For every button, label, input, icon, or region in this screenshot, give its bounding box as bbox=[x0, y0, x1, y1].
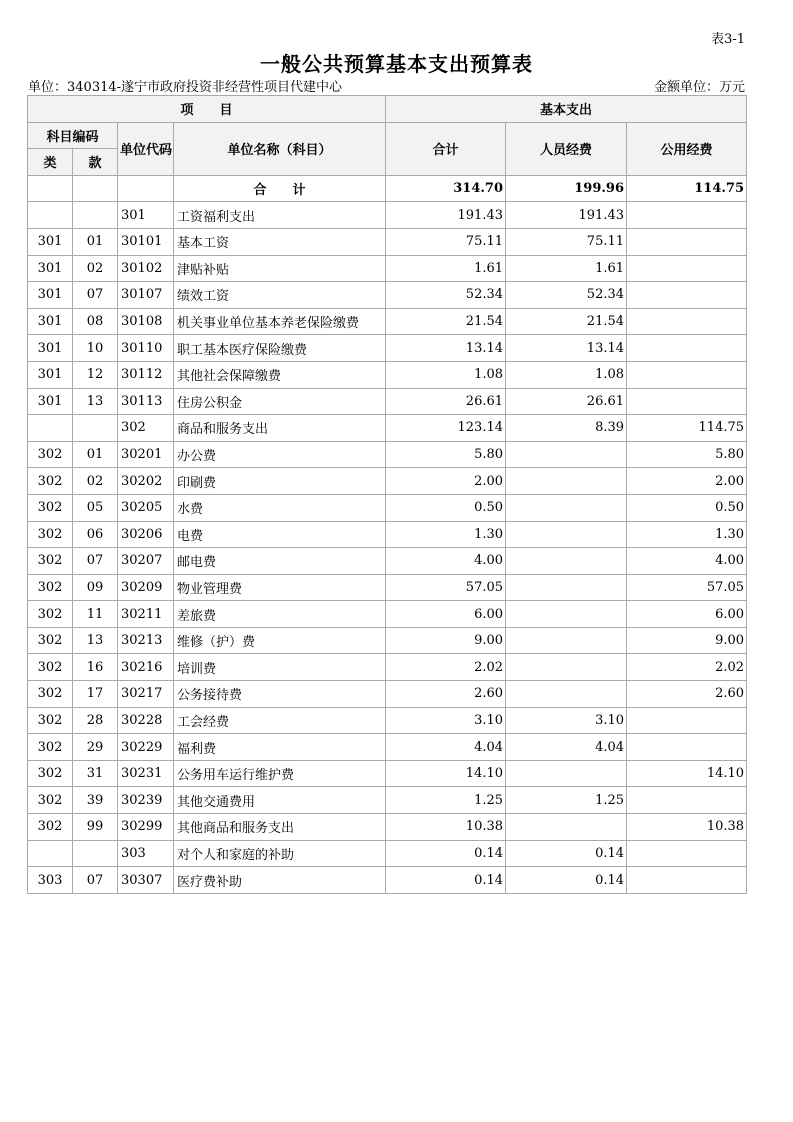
public-cell bbox=[627, 840, 747, 867]
table-row bbox=[28, 282, 747, 309]
class-cell: 302 bbox=[28, 707, 73, 734]
public-cell bbox=[627, 255, 747, 282]
personnel-cell: 0.14 bbox=[506, 840, 627, 867]
section-cell: 29 bbox=[73, 734, 118, 761]
table-row bbox=[28, 255, 747, 282]
header-total: 合计 bbox=[386, 122, 506, 175]
total-cell: 1.25 bbox=[386, 787, 506, 814]
personnel-cell bbox=[506, 441, 627, 468]
personnel-cell bbox=[506, 654, 627, 681]
class-cell: 301 bbox=[28, 228, 73, 255]
personnel-cell: 75.11 bbox=[506, 228, 627, 255]
unit-code-cell: 30228 bbox=[118, 707, 174, 734]
total-cell: 1.61 bbox=[386, 255, 506, 282]
class-cell: 302 bbox=[28, 574, 73, 601]
table-body bbox=[28, 175, 747, 893]
unit-line bbox=[28, 76, 745, 95]
table-number: 表3-1 bbox=[711, 32, 745, 47]
unit-name-cell: 培训费 bbox=[174, 654, 386, 681]
unit-name-cell: 其他交通费用 bbox=[174, 787, 386, 814]
total-cell: 14.10 bbox=[386, 760, 506, 787]
class-cell: 302 bbox=[28, 441, 73, 468]
class-cell: 302 bbox=[28, 760, 73, 787]
unit-name-cell: 医疗费补助 bbox=[174, 867, 386, 894]
unit-name-cell: 差旅费 bbox=[174, 601, 386, 628]
section-cell: 12 bbox=[73, 361, 118, 388]
class-cell: 302 bbox=[28, 627, 73, 654]
personnel-cell: 13.14 bbox=[506, 335, 627, 362]
unit-code-cell: 30216 bbox=[118, 654, 174, 681]
unit-code-cell: 30206 bbox=[118, 521, 174, 548]
header-item: 项 目 bbox=[28, 96, 386, 123]
table-row bbox=[28, 228, 747, 255]
section-cell bbox=[73, 840, 118, 867]
class-cell: 301 bbox=[28, 388, 73, 415]
total-public-cell: 114.75 bbox=[627, 175, 747, 202]
public-cell bbox=[627, 308, 747, 335]
public-cell bbox=[627, 335, 747, 362]
table-row bbox=[28, 494, 747, 521]
class-cell: 302 bbox=[28, 681, 73, 708]
personnel-cell bbox=[506, 494, 627, 521]
unit-name-cell: 维修（护）费 bbox=[174, 627, 386, 654]
unit-label: 单位：340314-遂宁市政府投资非经营性项目代建中心 bbox=[28, 80, 343, 95]
table-row bbox=[28, 361, 747, 388]
table-row bbox=[28, 308, 747, 335]
public-cell: 5.80 bbox=[627, 441, 747, 468]
table-row bbox=[28, 734, 747, 761]
public-cell bbox=[627, 361, 747, 388]
unit-name-cell: 绩效工资 bbox=[174, 282, 386, 309]
unit-code-cell: 30207 bbox=[118, 548, 174, 575]
header-unit-name: 单位名称（科目） bbox=[174, 122, 386, 175]
personnel-cell bbox=[506, 814, 627, 841]
personnel-cell bbox=[506, 521, 627, 548]
unit-name-cell: 水费 bbox=[174, 494, 386, 521]
section-cell: 02 bbox=[73, 468, 118, 495]
public-cell: 57.05 bbox=[627, 574, 747, 601]
unit-name-cell: 公务接待费 bbox=[174, 681, 386, 708]
class-cell: 301 bbox=[28, 282, 73, 309]
class-cell: 302 bbox=[28, 468, 73, 495]
class-cell: 302 bbox=[28, 548, 73, 575]
section-cell: 10 bbox=[73, 335, 118, 362]
section-cell: 11 bbox=[73, 601, 118, 628]
total-cell: 21.54 bbox=[386, 308, 506, 335]
unit-name-cell: 机关事业单位基本养老保险缴费 bbox=[174, 308, 386, 335]
total-cell: 0.14 bbox=[386, 840, 506, 867]
unit-name-cell: 其他商品和服务支出 bbox=[174, 814, 386, 841]
unit-name-cell: 工资福利支出 bbox=[174, 202, 386, 229]
section-cell: 01 bbox=[73, 441, 118, 468]
personnel-cell: 191.43 bbox=[506, 202, 627, 229]
table-row bbox=[28, 521, 747, 548]
budget-table-container bbox=[27, 95, 746, 894]
unit-code-cell: 30211 bbox=[118, 601, 174, 628]
unit-code-cell: 30107 bbox=[118, 282, 174, 309]
public-cell bbox=[627, 388, 747, 415]
unit-code-cell: 302 bbox=[118, 415, 174, 442]
section-cell: 28 bbox=[73, 707, 118, 734]
total-cell: 0.14 bbox=[386, 867, 506, 894]
unit-code-cell: 30299 bbox=[118, 814, 174, 841]
budget-table bbox=[27, 95, 747, 894]
total-cell: 57.05 bbox=[386, 574, 506, 601]
table-header bbox=[28, 96, 747, 176]
section-cell: 13 bbox=[73, 388, 118, 415]
public-cell bbox=[627, 282, 747, 309]
table-row bbox=[28, 601, 747, 628]
unit-code-cell: 301 bbox=[118, 202, 174, 229]
unit-code-cell: 30231 bbox=[118, 760, 174, 787]
public-cell: 10.38 bbox=[627, 814, 747, 841]
unit-name-cell: 福利费 bbox=[174, 734, 386, 761]
table-row bbox=[28, 548, 747, 575]
header-class: 类 bbox=[28, 149, 73, 176]
unit-code-cell: 30201 bbox=[118, 441, 174, 468]
personnel-cell: 1.08 bbox=[506, 361, 627, 388]
public-cell bbox=[627, 867, 747, 894]
public-cell: 9.00 bbox=[627, 627, 747, 654]
total-cell: 26.61 bbox=[386, 388, 506, 415]
public-cell: 2.60 bbox=[627, 681, 747, 708]
total-cell: 9.00 bbox=[386, 627, 506, 654]
section-cell: 02 bbox=[73, 255, 118, 282]
table-row bbox=[28, 388, 747, 415]
total-cell: 3.10 bbox=[386, 707, 506, 734]
unit-code-cell: 30108 bbox=[118, 308, 174, 335]
class-cell: 302 bbox=[28, 601, 73, 628]
unit-name-cell: 公务用车运行维护费 bbox=[174, 760, 386, 787]
unit-code-cell: 30112 bbox=[118, 361, 174, 388]
unit-name-cell: 印刷费 bbox=[174, 468, 386, 495]
table-row bbox=[28, 627, 747, 654]
table-row bbox=[28, 707, 747, 734]
unit-name-cell: 办公费 bbox=[174, 441, 386, 468]
section-cell: 07 bbox=[73, 867, 118, 894]
total-cell: 13.14 bbox=[386, 335, 506, 362]
class-cell: 301 bbox=[28, 361, 73, 388]
table-row bbox=[28, 654, 747, 681]
unit-code-cell: 30202 bbox=[118, 468, 174, 495]
unit-code-cell: 30307 bbox=[118, 867, 174, 894]
class-cell: 303 bbox=[28, 867, 73, 894]
personnel-cell: 52.34 bbox=[506, 282, 627, 309]
total-section-cell bbox=[73, 175, 118, 202]
page-title: 一般公共预算基本支出预算表 bbox=[260, 52, 533, 76]
header-public: 公用经费 bbox=[627, 122, 747, 175]
unit-code-cell: 30217 bbox=[118, 681, 174, 708]
total-sum-cell: 314.70 bbox=[386, 175, 506, 202]
table-row bbox=[28, 441, 747, 468]
unit-code-cell: 30209 bbox=[118, 574, 174, 601]
total-cell: 10.38 bbox=[386, 814, 506, 841]
table-row bbox=[28, 202, 747, 229]
personnel-cell bbox=[506, 601, 627, 628]
personnel-cell bbox=[506, 681, 627, 708]
table-row bbox=[28, 814, 747, 841]
total-cell: 6.00 bbox=[386, 601, 506, 628]
unit-name-cell: 其他社会保障缴费 bbox=[174, 361, 386, 388]
public-cell bbox=[627, 202, 747, 229]
table-row bbox=[28, 415, 747, 442]
currency-unit-label: 金额单位：万元 bbox=[653, 80, 745, 95]
public-cell bbox=[627, 707, 747, 734]
total-class-cell bbox=[28, 175, 73, 202]
section-cell: 08 bbox=[73, 308, 118, 335]
unit-name-cell: 电费 bbox=[174, 521, 386, 548]
personnel-cell: 21.54 bbox=[506, 308, 627, 335]
total-cell: 123.14 bbox=[386, 415, 506, 442]
class-cell bbox=[28, 202, 73, 229]
public-cell: 2.02 bbox=[627, 654, 747, 681]
header-basic-expense: 基本支出 bbox=[386, 96, 747, 123]
class-cell: 301 bbox=[28, 308, 73, 335]
class-cell: 302 bbox=[28, 521, 73, 548]
header-subject-code: 科目编码 bbox=[28, 122, 118, 149]
header-section: 款 bbox=[73, 149, 118, 176]
unit-name-cell: 住房公积金 bbox=[174, 388, 386, 415]
unit-code-cell: 30113 bbox=[118, 388, 174, 415]
personnel-cell: 4.04 bbox=[506, 734, 627, 761]
total-cell: 2.60 bbox=[386, 681, 506, 708]
public-cell: 2.00 bbox=[627, 468, 747, 495]
section-cell: 13 bbox=[73, 627, 118, 654]
personnel-cell: 0.14 bbox=[506, 867, 627, 894]
unit-code-cell: 30213 bbox=[118, 627, 174, 654]
unit-name-cell: 物业管理费 bbox=[174, 574, 386, 601]
class-cell: 301 bbox=[28, 335, 73, 362]
total-cell: 2.00 bbox=[386, 468, 506, 495]
class-cell: 301 bbox=[28, 255, 73, 282]
public-cell bbox=[627, 734, 747, 761]
unit-code-cell: 30102 bbox=[118, 255, 174, 282]
total-row bbox=[28, 175, 747, 202]
total-label: 合 计 bbox=[174, 175, 386, 202]
total-cell: 4.04 bbox=[386, 734, 506, 761]
class-cell bbox=[28, 840, 73, 867]
section-cell: 09 bbox=[73, 574, 118, 601]
total-cell: 0.50 bbox=[386, 494, 506, 521]
section-cell: 17 bbox=[73, 681, 118, 708]
personnel-cell bbox=[506, 760, 627, 787]
unit-code-cell: 30229 bbox=[118, 734, 174, 761]
total-cell: 5.80 bbox=[386, 441, 506, 468]
unit-code-cell: 30205 bbox=[118, 494, 174, 521]
total-cell: 2.02 bbox=[386, 654, 506, 681]
section-cell: 07 bbox=[73, 548, 118, 575]
section-cell bbox=[73, 415, 118, 442]
table-row bbox=[28, 840, 747, 867]
personnel-cell bbox=[506, 548, 627, 575]
unit-name-cell: 津贴补贴 bbox=[174, 255, 386, 282]
section-cell: 06 bbox=[73, 521, 118, 548]
total-cell: 52.34 bbox=[386, 282, 506, 309]
unit-name-cell: 邮电费 bbox=[174, 548, 386, 575]
total-cell: 4.00 bbox=[386, 548, 506, 575]
unit-name-cell: 职工基本医疗保险缴费 bbox=[174, 335, 386, 362]
personnel-cell bbox=[506, 574, 627, 601]
public-cell: 0.50 bbox=[627, 494, 747, 521]
table-row bbox=[28, 760, 747, 787]
class-cell: 302 bbox=[28, 787, 73, 814]
table-row bbox=[28, 787, 747, 814]
table-row bbox=[28, 468, 747, 495]
unit-name-cell: 商品和服务支出 bbox=[174, 415, 386, 442]
section-cell: 31 bbox=[73, 760, 118, 787]
header-unit-code: 单位代码 bbox=[118, 122, 174, 175]
total-cell: 191.43 bbox=[386, 202, 506, 229]
table-row bbox=[28, 681, 747, 708]
public-cell: 1.30 bbox=[627, 521, 747, 548]
public-cell: 6.00 bbox=[627, 601, 747, 628]
section-cell bbox=[73, 202, 118, 229]
unit-name-cell: 对个人和家庭的补助 bbox=[174, 840, 386, 867]
section-cell: 05 bbox=[73, 494, 118, 521]
unit-code-cell: 303 bbox=[118, 840, 174, 867]
class-cell: 302 bbox=[28, 494, 73, 521]
total-personnel-cell: 199.96 bbox=[506, 175, 627, 202]
table-row bbox=[28, 867, 747, 894]
public-cell: 14.10 bbox=[627, 760, 747, 787]
section-cell: 16 bbox=[73, 654, 118, 681]
public-cell bbox=[627, 228, 747, 255]
unit-name-cell: 工会经费 bbox=[174, 707, 386, 734]
unit-code-cell: 30239 bbox=[118, 787, 174, 814]
unit-name-cell: 基本工资 bbox=[174, 228, 386, 255]
total-cell: 1.30 bbox=[386, 521, 506, 548]
public-cell: 114.75 bbox=[627, 415, 747, 442]
class-cell: 302 bbox=[28, 654, 73, 681]
class-cell bbox=[28, 415, 73, 442]
header-personnel: 人员经费 bbox=[506, 122, 627, 175]
section-cell: 39 bbox=[73, 787, 118, 814]
class-cell: 302 bbox=[28, 814, 73, 841]
personnel-cell: 3.10 bbox=[506, 707, 627, 734]
total-code-cell bbox=[118, 175, 174, 202]
public-cell: 4.00 bbox=[627, 548, 747, 575]
personnel-cell: 1.25 bbox=[506, 787, 627, 814]
public-cell bbox=[627, 787, 747, 814]
personnel-cell: 26.61 bbox=[506, 388, 627, 415]
section-cell: 07 bbox=[73, 282, 118, 309]
section-cell: 99 bbox=[73, 814, 118, 841]
total-cell: 75.11 bbox=[386, 228, 506, 255]
total-cell: 1.08 bbox=[386, 361, 506, 388]
personnel-cell bbox=[506, 468, 627, 495]
unit-code-cell: 30101 bbox=[118, 228, 174, 255]
personnel-cell: 8.39 bbox=[506, 415, 627, 442]
unit-code-cell: 30110 bbox=[118, 335, 174, 362]
personnel-cell bbox=[506, 627, 627, 654]
table-row bbox=[28, 574, 747, 601]
section-cell: 01 bbox=[73, 228, 118, 255]
table-row bbox=[28, 335, 747, 362]
class-cell: 302 bbox=[28, 734, 73, 761]
personnel-cell: 1.61 bbox=[506, 255, 627, 282]
